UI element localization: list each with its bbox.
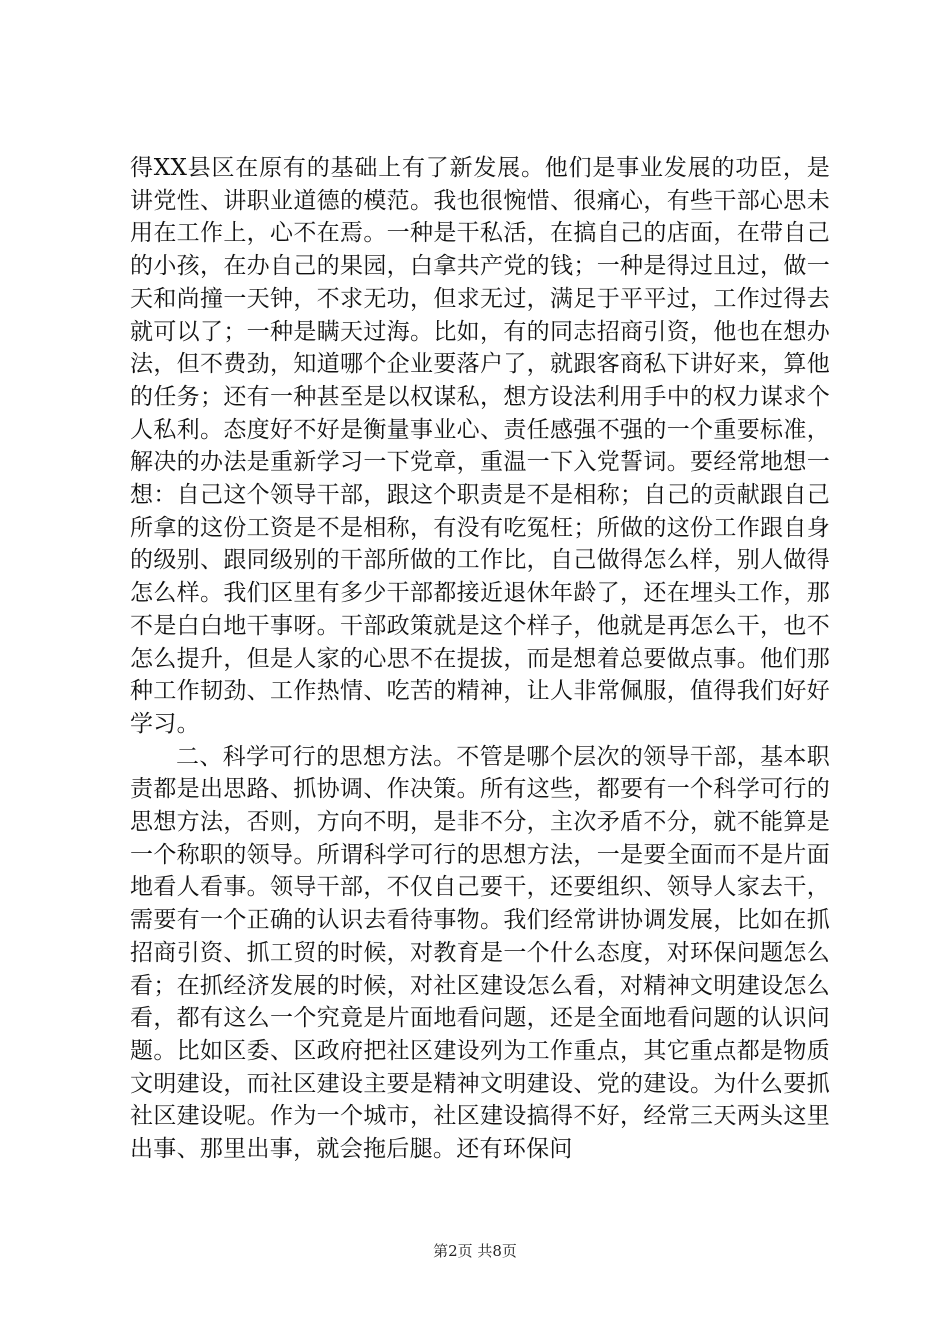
paragraph-continued: 得XX县区在原有的基础上有了新发展。他们是事业发展的功臣，是讲党性、讲职业道德的模范。我也很惋惜、很痛心，有些干部心思未用在工作上，心不在焉。一种是干私活，在搞自己的店面，在带自己的小孩，在办自己的果园，白拿共产党的钱；一种是得过且过，做一天和尚撞一天钟，不求无功，但求无过，满足于平平过，工作过得去就可以了；一种是瞒天过海。比如，有的同志招商引资，他也在想办法，但不费劲，知道哪个企业要落户了，就跟客商私下讲好来，算他的任务；还有一种甚至是以权谋私，想方设法利用手中的权力谋求个人私利。态度好不好是衡量事业心、责任感强不强的一个重要标准，解决的办法是重新学习一下党章，重温一下入党誓词。要经常地想一想：自己这个领导干部，跟这个职责是不是相称；自己的贡献跟自己所拿的这份工资是不是相称，有没有吃冤枉；所做的这份工作跟自身的级别、跟同级别的干部所做的工作比，自己做得怎么样，别人做得怎么样。我们区里有多少干部都接近退休年龄了，还在埋头工作，那不是白白地干事呀。干部政策就是这个样子，他就是再怎么干，也不怎么提升，但是人家的心思不在提拔，而是想着总要做点事。他们那种工作韧劲、工作热情、吃苦的精神，让人非常佩服，值得我们好好学习。 bbox=[130, 155, 830, 737]
page-number: 第2页 共8页 bbox=[433, 1242, 517, 1260]
body-text bbox=[130, 152, 830, 1166]
paragraph-section-two: 二、科学可行的思想方法。不管是哪个层次的领导干部，基本职责都是出思路、抓协调、作决策。所有这些，都要有一个科学可行的思想方法，否则，方向不明，是非不分，主次矛盾不分，就不能算是一个称职的领导。所谓科学可行的思想方法，一是要全面而不是片面地看人看事。领导干部，不仅自己要干，还要组织、领导人家去干，需要有一个正确的认识去看待事物。我们经常讲协调发展，比如在抓招商引资、抓工贸的时候，对教育是一个什么态度，对环保问题怎么看；在抓经济发展的时候，对社区建设怎么看，对精神文明建设怎么看，都有这么一个究竟是片面地看问题，还是全面地看问题的认识问题。比如区委、区政府把社区建设列为工作重点，其它重点都是物质文明建设，而社区建设主要是精神文明建设、党的建设。为什么要抓社区建设呢。作为一个城市，社区建设搞得不好，经常三天两头这里出事、那里出事，就会拖后腿。还有环保问 bbox=[130, 743, 830, 1163]
page-footer bbox=[0, 1240, 950, 1261]
